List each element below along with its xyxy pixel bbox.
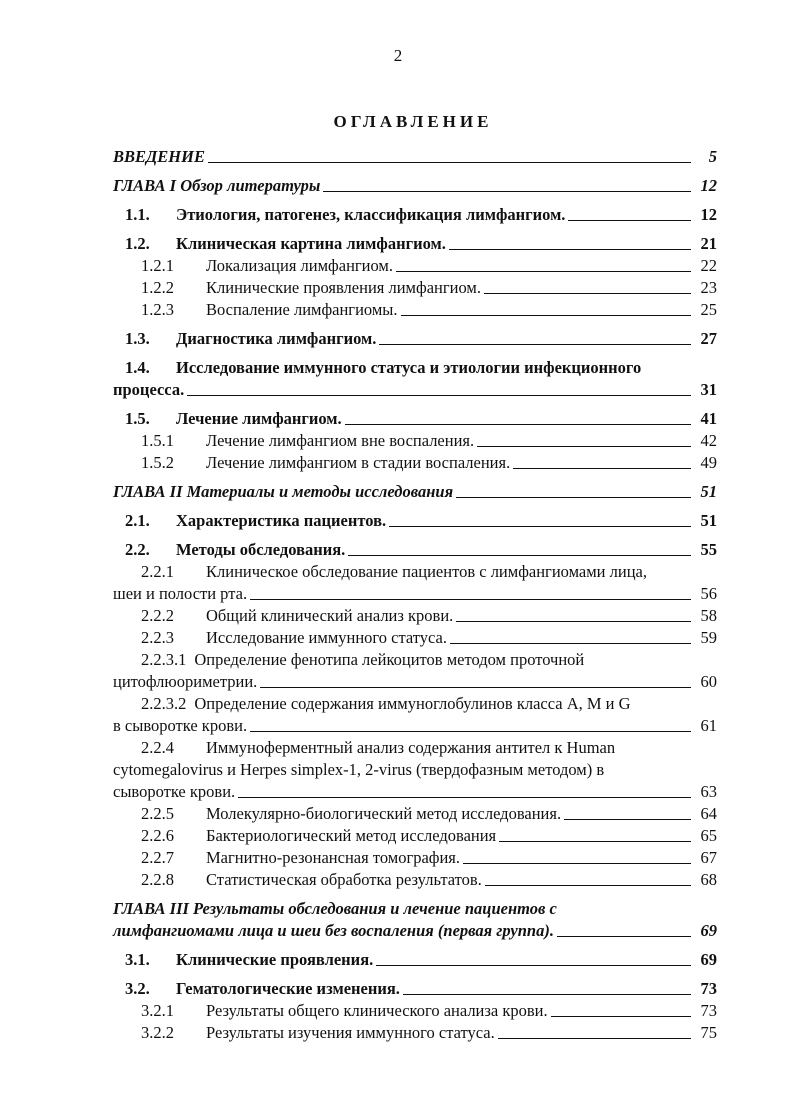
leader-line <box>348 555 691 556</box>
entry-number: 1.5.2 <box>141 453 174 472</box>
entry-text: Бактериологический метод исследования <box>206 826 497 845</box>
leader-line <box>250 731 691 732</box>
toc-entry-1-5[interactable] <box>113 408 717 430</box>
entry-text: ГЛАВА I Обзор литературы <box>113 176 321 195</box>
toc-entry-1-2[interactable] <box>113 233 717 255</box>
entry-page: 42 <box>700 431 717 450</box>
entry-page: 12 <box>700 176 717 195</box>
entry-text: Гематологические изменения. <box>176 979 400 998</box>
entry-page: 55 <box>700 540 717 559</box>
entry-text: Клиническая картина лимфангиом. <box>176 234 446 253</box>
entry-number: 2.2.8 <box>141 870 174 889</box>
toc-entry-1-2-1[interactable] <box>113 255 717 277</box>
entry-number: 2.2.5 <box>141 804 174 823</box>
entry-text-line-1: ГЛАВА III Результаты обследования и лечение пациентов с <box>113 899 557 918</box>
leader-line <box>557 936 691 937</box>
toc-entry-2-2-1[interactable] <box>113 561 717 605</box>
toc-entry-2-2-5[interactable] <box>113 803 717 825</box>
entry-text: Лечение лимфангиом в стадии воспаления. <box>206 453 511 472</box>
entry-number: 1.5.1 <box>141 431 174 450</box>
entry-page: 73 <box>700 979 717 998</box>
entry-text: Магнитно-резонансная томография. <box>206 848 461 867</box>
entry-text-line-1: Определение фенотипа лейкоцитов методом проточной <box>194 650 585 669</box>
entry-number: 1.2.1 <box>141 256 174 275</box>
entry-text: Характеристика пациентов. <box>176 511 387 530</box>
entry-page: 23 <box>700 278 717 297</box>
entry-number: 3.2.1 <box>141 1001 174 1020</box>
toc-entry-2-2-3-2[interactable] <box>113 693 717 737</box>
entry-page: 12 <box>700 205 717 224</box>
leader-line <box>389 526 691 527</box>
toc-entry-2-1[interactable] <box>113 510 717 532</box>
entry-number: 2.2.6 <box>141 826 174 845</box>
entry-number: 1.3. <box>125 329 150 348</box>
entry-number: 2.2.2 <box>141 606 174 625</box>
entry-number: 2.2.3.2 <box>141 694 187 713</box>
entry-number: 2.2.4 <box>141 738 174 757</box>
entry-page: 51 <box>700 482 717 501</box>
entry-text-line-2: в сыворотке крови. <box>113 716 248 735</box>
leader-line <box>484 293 691 294</box>
toc-entry-2-2-8[interactable] <box>113 869 717 891</box>
leader-line <box>499 841 691 842</box>
leader-line <box>396 271 691 272</box>
toc-entry-2-2-3-1[interactable] <box>113 649 717 693</box>
leader-line <box>208 162 691 163</box>
leader-line <box>456 621 691 622</box>
entry-number: 2.2.1 <box>141 562 174 581</box>
entry-text: Воспаление лимфангиомы. <box>206 300 398 319</box>
toc-entry-2-2-6[interactable] <box>113 825 717 847</box>
entry-text: Этиология, патогенез, классификация лимфангиом. <box>176 205 566 224</box>
entry-page: 59 <box>700 628 717 647</box>
entry-page: 60 <box>700 672 717 691</box>
entry-page: 25 <box>700 300 717 319</box>
toc-entry-1-2-3[interactable] <box>113 299 717 321</box>
entry-page: 61 <box>700 716 717 735</box>
entry-page: 69 <box>700 950 717 969</box>
entry-text: Клинические проявления. <box>176 950 374 969</box>
entry-text: Результаты общего клинического анализа крови. <box>206 1001 548 1020</box>
leader-line <box>498 1038 691 1039</box>
entry-text: Локализация лимфангиом. <box>206 256 393 275</box>
entry-page: 69 <box>700 921 717 940</box>
entry-number: 1.2.2 <box>141 278 174 297</box>
entry-text-line-1: Определение содержания иммуноглобулинов класса А, М и G <box>194 694 631 713</box>
leader-line <box>323 191 691 192</box>
entry-page: 58 <box>700 606 717 625</box>
entry-number: 1.4. <box>125 358 150 377</box>
entry-page: 49 <box>700 453 717 472</box>
entry-number: 2.1. <box>125 511 150 530</box>
leader-line <box>379 344 691 345</box>
toc-entry-2-2-4[interactable] <box>113 737 717 803</box>
entry-page: 63 <box>700 782 717 801</box>
entry-page: 41 <box>700 409 717 428</box>
leader-line <box>564 819 691 820</box>
entry-number: 1.1. <box>125 205 150 224</box>
entry-text: Лечение лимфангиом. <box>176 409 342 428</box>
toc-entry-1-3[interactable] <box>113 328 717 350</box>
leader-line <box>401 315 692 316</box>
entry-text-line-2: цитофлюориметрии. <box>113 672 258 691</box>
toc-entry-2-2[interactable] <box>113 539 717 561</box>
leader-line <box>403 994 691 995</box>
entry-page: 5 <box>708 147 717 166</box>
page-number: 2 <box>393 46 403 65</box>
entry-text-line-1: Исследование иммунного статуса и этиологии инфекционного <box>176 358 642 377</box>
leader-line <box>551 1016 691 1017</box>
toc-entry-1-4[interactable] <box>113 357 717 401</box>
toc-entry-3-2-1[interactable] <box>113 1000 717 1022</box>
leader-line <box>485 885 691 886</box>
leader-line <box>477 446 691 447</box>
entry-page: 64 <box>700 804 717 823</box>
entry-text: ВВЕДЕНИЕ <box>113 147 205 166</box>
toc-entry-3-2-2[interactable] <box>113 1022 717 1044</box>
leader-line <box>260 687 691 688</box>
entry-page: 56 <box>700 584 717 603</box>
toc-entry-chapter-3[interactable] <box>113 898 717 942</box>
entry-text: Общий клинический анализ крови. <box>206 606 454 625</box>
toc-entry-chapter-2[interactable] <box>113 481 717 503</box>
toc-entry-1-1[interactable] <box>113 204 717 226</box>
entry-number: 2.2.7 <box>141 848 174 867</box>
entry-page: 75 <box>700 1023 717 1042</box>
leader-line <box>513 468 691 469</box>
entry-page: 21 <box>700 234 717 253</box>
entry-page: 73 <box>700 1001 717 1020</box>
leader-line <box>463 863 691 864</box>
leader-line <box>456 497 691 498</box>
toc-entry-1-5-2[interactable] <box>113 452 717 474</box>
toc-entry-intro[interactable] <box>113 146 717 168</box>
entry-page: 65 <box>700 826 717 845</box>
leader-line <box>376 965 691 966</box>
entry-text-line-2: cytomegalovirus и Herpes simplex-1, 2-virus (твердофазным методом) в <box>113 760 605 779</box>
leader-line <box>345 424 691 425</box>
toc-entry-3-2[interactable] <box>113 978 717 1000</box>
entry-page: 22 <box>700 256 717 275</box>
leader-line <box>568 220 691 221</box>
entry-number: 3.2. <box>125 979 150 998</box>
entry-number: 2.2.3.1 <box>141 650 187 669</box>
leader-line <box>238 797 691 798</box>
toc-entry-2-2-7[interactable] <box>113 847 717 869</box>
toc-entry-1-5-1[interactable] <box>113 430 717 452</box>
entry-number: 1.2. <box>125 234 150 253</box>
toc-entry-2-2-3[interactable] <box>113 627 717 649</box>
entry-page: 67 <box>700 848 717 867</box>
entry-number: 1.5. <box>125 409 150 428</box>
page-title: ОГЛАВЛЕНИЕ <box>333 112 493 131</box>
entry-page: 31 <box>700 380 717 399</box>
entry-page: 51 <box>700 511 717 530</box>
entry-text: Клинические проявления лимфангиом. <box>206 278 481 297</box>
entry-text: Результаты изучения иммунного статуса. <box>206 1023 495 1042</box>
leader-line <box>450 643 691 644</box>
entry-text-line-2: шеи и полости рта. <box>113 584 248 603</box>
entry-number: 3.2.2 <box>141 1023 174 1042</box>
leader-line <box>187 395 691 396</box>
entry-text-line-1: Клиническое обследование пациентов с лимфангиомами лица, <box>206 562 647 581</box>
entry-text: Исследование иммунного статуса. <box>206 628 448 647</box>
entry-page: 68 <box>700 870 717 889</box>
entry-text: Молекулярно-биологический метод исследования. <box>206 804 562 823</box>
entry-text: Лечение лимфангиом вне воспаления. <box>206 431 475 450</box>
toc-entry-chapter-1[interactable] <box>113 175 717 197</box>
entry-number: 2.2.3 <box>141 628 174 647</box>
table-of-contents <box>113 146 717 1044</box>
entry-text-line-2: лимфангиомами лица и шеи без воспаления (первая группа). <box>113 921 554 940</box>
leader-line <box>250 599 691 600</box>
toc-entry-1-2-2[interactable] <box>113 277 717 299</box>
entry-number: 1.2.3 <box>141 300 174 319</box>
leader-line <box>449 249 691 250</box>
entry-number: 3.1. <box>125 950 150 969</box>
toc-entry-2-2-2[interactable] <box>113 605 717 627</box>
entry-text: Статистическая обработка результатов. <box>206 870 482 889</box>
entry-text-line-1: Иммуноферментный анализ содержания антител к Human <box>206 738 616 757</box>
entry-page: 27 <box>700 329 717 348</box>
entry-number: 2.2. <box>125 540 150 559</box>
entry-text-line-2: процесса. <box>113 380 185 399</box>
entry-text-line-3: сыворотке крови. <box>113 782 236 801</box>
entry-text: ГЛАВА II Материалы и методы исследования <box>113 482 454 501</box>
entry-text: Диагностика лимфангиом. <box>176 329 377 348</box>
entry-text: Методы обследования. <box>176 540 346 559</box>
toc-entry-3-1[interactable] <box>113 949 717 971</box>
